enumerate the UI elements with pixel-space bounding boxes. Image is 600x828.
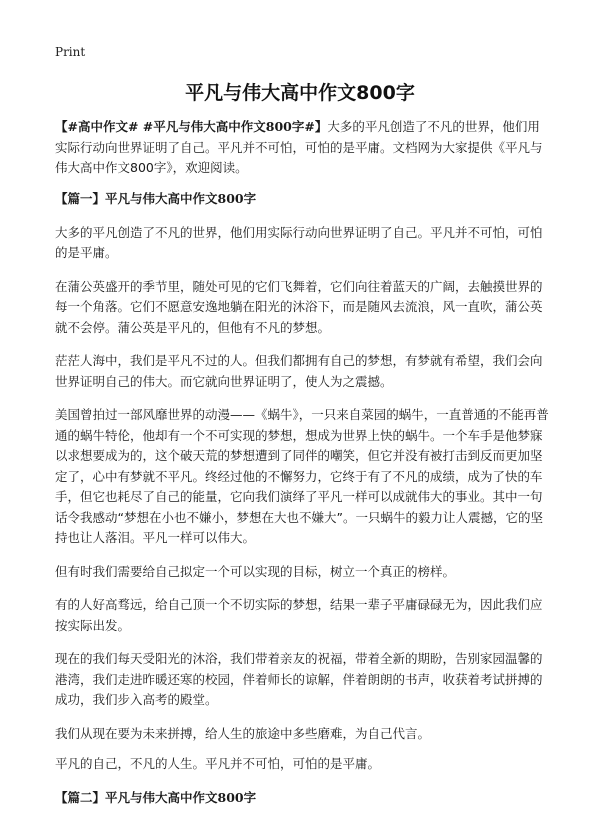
paragraph: 美国曾拍过一部风靡世界的动漫——《蜗牛》，一只来自菜园的蜗牛，一直普通的不能再普通的蜗牛特伦，他却有一个不可实现的梦想，想成为世界上快的蜗牛。一个车手是他梦寐以求想要成为的，这个破天荒的梦想遭到了同伴的嘲笑，但它并没有被打击到反而更加坚定了，心中有梦就不平凡。终经过他的不懈努力，它终于有了不凡的成绩，成为了快的车手，但它也耗尽了自己的能量，它向我们演绎了平凡一样可以成就伟大的事业。其中一句话令我感动“梦想在小也不嫌小，梦想在大也不嫌大”。一只蜗牛的毅力让人震撼，它的坚持也让人落泪。平凡一样可以伟大。: [55, 407, 549, 545]
paragraph: 平凡的自己，不凡的人生。平凡并不可怕，可怕的是平庸。: [55, 756, 381, 771]
paragraph: 茫茫人海中，我们是平凡不过的人。但我们都拥有自己的梦想，有梦就有希望，我们会向世界证明自己的伟大。而它就向世界证明了，使人为之震撼。: [55, 353, 543, 389]
intro-paragraph: [55, 117, 551, 179]
intro-text: 大多的平凡创造了不凡的世界，他们用实际行动向世界证明了自己。平凡并不可怕，可怕的是平庸。文档网为大家提供《平凡与伟大高中作文800字》，欢迎阅读。: [55, 119, 543, 175]
paragraph: 但有时我们需要给自己拟定一个可以实现的目标，树立一个真正的榜样。: [55, 563, 456, 579]
section-heading-1: 【篇一】平凡与伟大高中作文800字: [55, 190, 257, 206]
article-body: [55, 117, 551, 822]
print-link[interactable]: Print: [55, 45, 86, 59]
paragraph: 我们从现在要为未来拼搏，给人生的旅途中多些磨难，为自己代言。: [55, 725, 431, 741]
paragraph: 在蒲公英盛开的季节里，随处可见的它们飞舞着，它们向往着蓝天的广阔，去触摸世界的每一个角落。它们不愿意安逸地躺在阳光的沐浴下，而是随风去流浪，风一直吹，蒲公英就不会停。蒲公英是平凡的，但他有不凡的梦想。: [55, 278, 543, 335]
paragraph: 现在的我们每天受阳光的沐浴，我们带着亲友的祝福，带着全新的期盼，告别家园温馨的港湾，我们走进昨暖还寒的校园，伴着师长的谅解，伴着朗朗的书声，收获着考试拼搏的成功，我们步入高考的殿堂。: [55, 651, 543, 707]
paragraph: 有的人好高骛远，给自己顶一个不切实际的梦想，结果一辈子平庸碌碌无为，因此我们应按实际出发。: [55, 597, 543, 633]
page-title: 平凡与伟大高中作文800字: [185, 82, 415, 104]
paragraph: 大多的平凡创造了不凡的世界，他们用实际行动向世界证明了自己。平凡并不可怕，可怕的是平庸。: [55, 224, 543, 260]
section-heading-2: 【篇二】平凡与伟大高中作文800字: [55, 789, 257, 805]
intro-tag: 【#高中作文# #平凡与伟大高中作文800字#】: [55, 119, 328, 134]
